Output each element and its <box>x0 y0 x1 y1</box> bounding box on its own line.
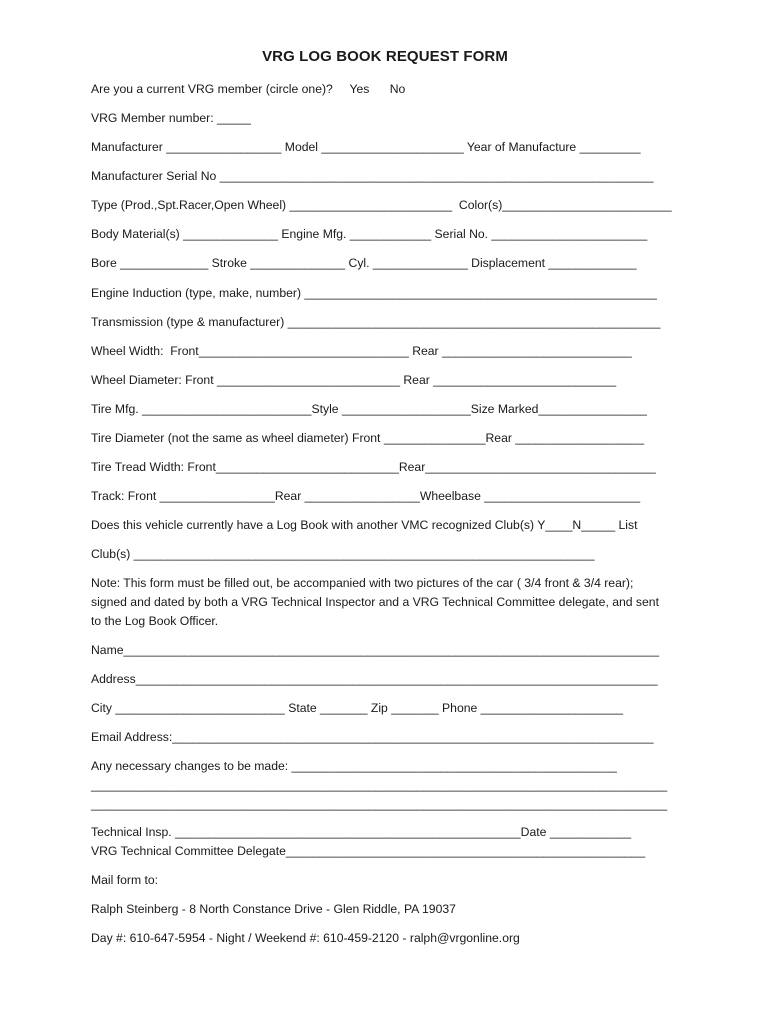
log-book-question-line: Does this vehicle currently have a Log Book with another VMC recognized Club(s) Y____N_____ List <box>91 518 638 532</box>
wheel-diameter-line: Wheel Diameter: Front ___________________________ Rear ___________________________ <box>91 373 617 387</box>
changes-line: Any necessary changes to be made: ________________________________________________ <box>91 759 617 773</box>
form-title: VRG LOG BOOK REQUEST FORM <box>262 48 508 65</box>
type-color-line: Type (Prod.,Spt.Racer,Open Wheel) ________________________ Color(s)_________________________ <box>91 198 672 212</box>
note-line-3: to the Log Book Officer. <box>91 614 219 628</box>
transmission-line: Transmission (type & manufacturer) _______________________________________________________ <box>91 315 661 329</box>
contact-numbers-line: Day #: 610-647-5954 - Night / Weekend #: 610-459-2120 - ralph@vrgonline.org <box>91 931 520 945</box>
serial-number-line: Manufacturer Serial No ________________________________________________________________ <box>91 169 654 183</box>
member-number-line: VRG Member number: _____ <box>91 111 251 125</box>
mail-address-line: Ralph Steinberg - 8 North Constance Drive - Glen Riddle, PA 19037 <box>91 902 456 916</box>
changes-blank-line-1: _____________________________________________________________________________________ <box>91 778 668 792</box>
manufacturer-model-year-line: Manufacturer _________________ Model _____________________ Year of Manufacture _________ <box>91 140 641 154</box>
changes-blank-line-2: _____________________________________________________________________________________ <box>91 797 668 811</box>
note-line-1: Note: This form must be filled out, be accompanied with two pictures of the car ( 3/4 front & 3/4 rear); <box>91 576 634 590</box>
note-line-2: signed and dated by both a VRG Technical Inspector and a VRG Technical Committee delegate, and sent <box>91 595 659 609</box>
membership-question-line: Are you a current VRG member (circle one)? Yes No <box>91 82 406 96</box>
body-engine-serial-line: Body Material(s) ______________ Engine Mfg. ____________ Serial No. _______________________ <box>91 227 648 241</box>
city-state-zip-phone-line: City _________________________ State _______ Zip _______ Phone _____________________ <box>91 701 624 715</box>
committee-delegate-line: VRG Technical Committee Delegate_____________________________________________________ <box>91 844 646 858</box>
email-line: Email Address:_______________________________________________________________________ <box>91 730 654 744</box>
tire-tread-width-line: Tire Tread Width: Front___________________________Rear__________________________________ <box>91 460 656 474</box>
address-line: Address_____________________________________________________________________________ <box>91 672 658 686</box>
tire-mfg-line: Tire Mfg. _________________________Style ___________________Size Marked________________ <box>91 402 647 416</box>
bore-stroke-cyl-line: Bore _____________ Stroke ______________ Cyl. ______________ Displacement _____________ <box>91 256 637 270</box>
tire-diameter-line: Tire Diameter (not the same as wheel diameter) Front _______________Rear ___________________ <box>91 431 645 445</box>
track-wheelbase-line: Track: Front _________________Rear _________________Wheelbase _______________________ <box>91 489 641 503</box>
wheel-width-line: Wheel Width: Front_______________________________ Rear ____________________________ <box>91 344 632 358</box>
mail-to-label: Mail form to: <box>91 873 159 887</box>
name-line: Name_______________________________________________________________________________ <box>91 643 659 657</box>
technical-inspector-line: Technical Insp. ___________________________________________________Date ____________ <box>91 825 632 839</box>
clubs-line: Club(s) ____________________________________________________________________ <box>91 547 595 561</box>
engine-induction-line: Engine Induction (type, make, number) ____________________________________________________ <box>91 286 657 300</box>
